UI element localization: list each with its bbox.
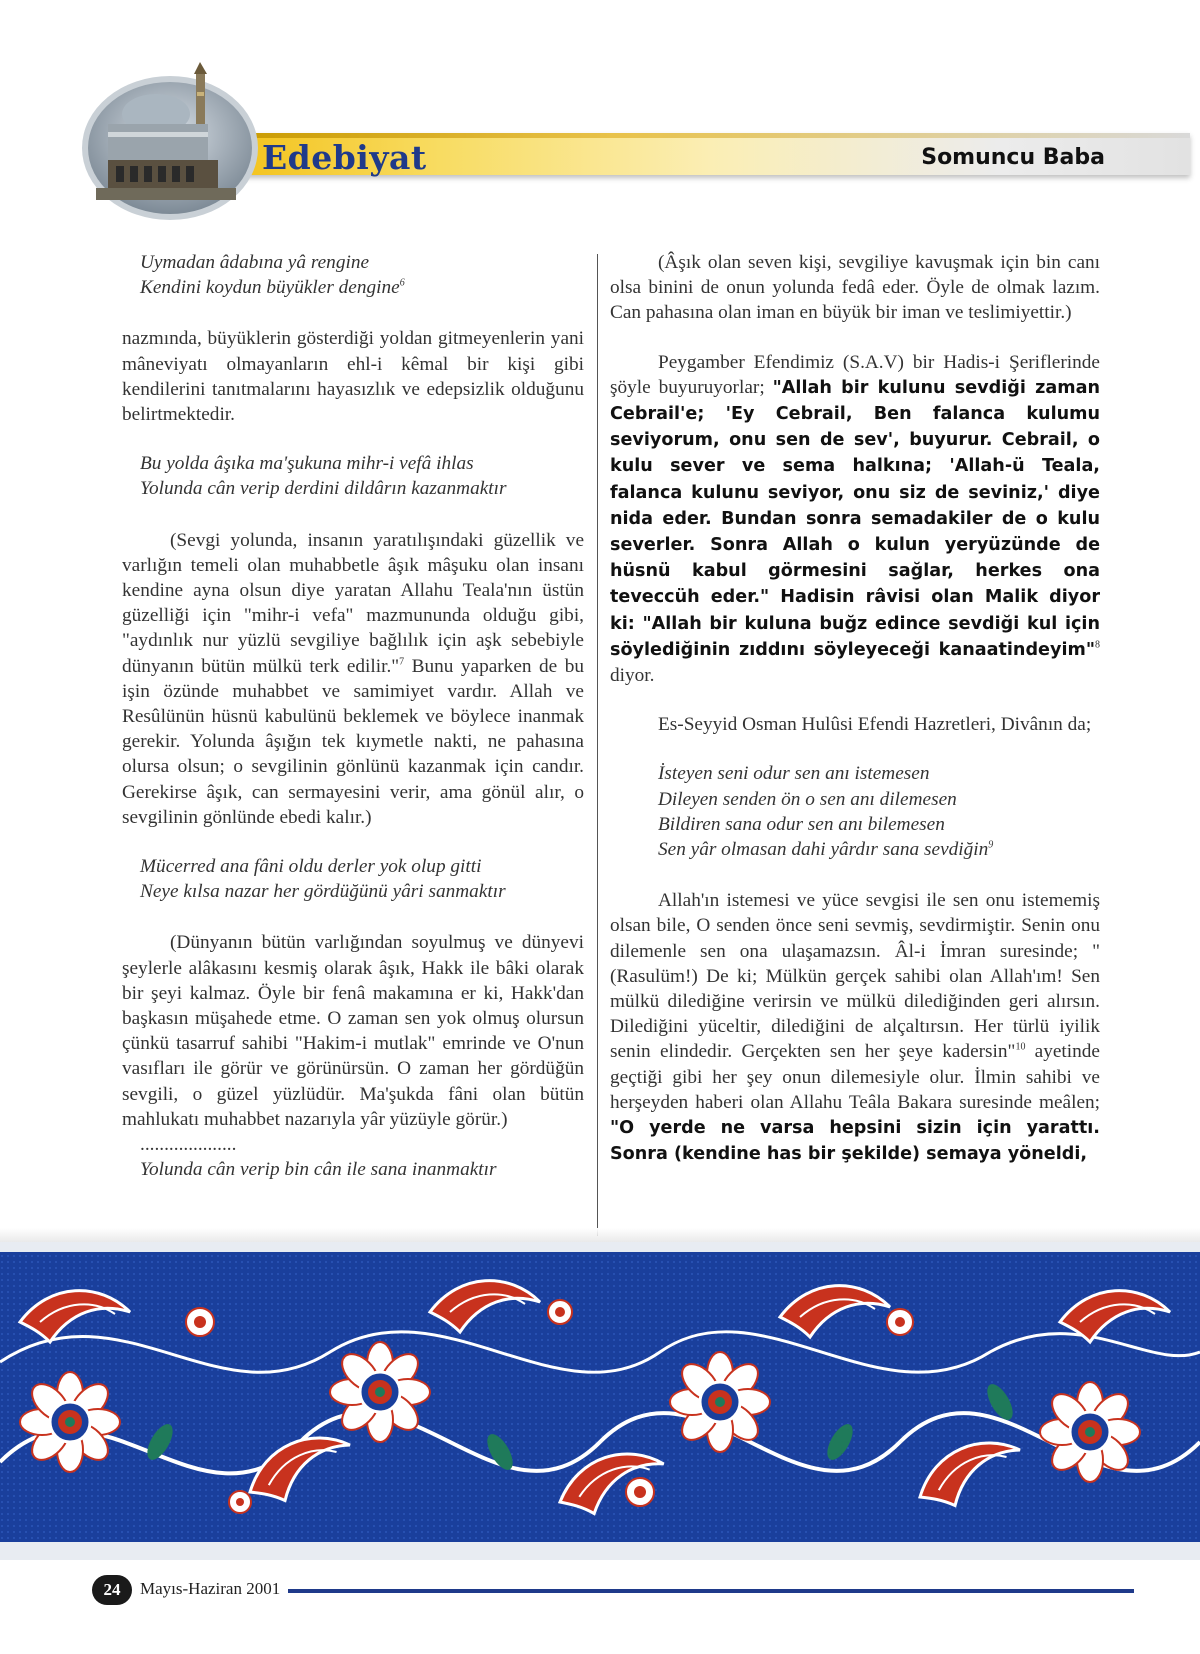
page-number: 24: [92, 1575, 132, 1605]
paragraph-text: Peygamber Efendimiz (S.A.V) bir Hadis-i Şeriflerinde şöyle buyuruyorlar;: [610, 351, 1100, 398]
paragraph: (Âşık olan seven kişi, sevgiliye kavuşmak için bin canı olsa binini de onun yolunda fedâ eder. Öyle de olmak lazım. Can pahasına olan iman en büyük bir iman ve teslimiyettir.): [610, 252, 1100, 324]
footnote-mark: 9: [988, 839, 994, 851]
verse-line: Bu yolda âşıka ma'şukuna mihr-i vefâ ihlas: [140, 453, 474, 475]
paragraph-text: ayetinde geçtiği gibi her şey onun dilemesiyle olur. İlmin sahibi ve herşeyden haberi olan Allahu Teâla Bakara suresinde meâlen;: [610, 1041, 1100, 1113]
paragraph: nazmında, büyüklerin gösterdiği yoldan gitmeyenlerin yani mâneviyatı olmayanların ehl-i kêmal bir kişi gibi kendilerini tanıtmalarını hayasızlık ve edepsizlik olduğunu belirtmektedir.: [122, 328, 584, 426]
footnote-mark: 6: [399, 277, 405, 289]
verse-line: Bildiren sana odur sen anı bilemesen: [658, 813, 945, 835]
footnote-mark: 8: [1095, 639, 1100, 651]
verse-couplet: [140, 854, 584, 904]
verse-line: Yolunda cân verip derdini dildârın kazanmaktır: [140, 478, 507, 500]
footnote-mark: 10: [1015, 1042, 1026, 1054]
verse-quatrain: [658, 761, 1100, 862]
verse-couplet: [140, 451, 584, 501]
section-title: Edebiyat: [262, 138, 427, 177]
issue-date: Mayıs-Haziran 2001: [140, 1579, 281, 1598]
verse-line: Dileyen senden ön o sen anı dilemesen: [658, 788, 957, 810]
paragraph: [610, 350, 1100, 689]
verse-line: İsteyen seni odur sen anı istemesen: [658, 763, 930, 785]
verse-couplet: [140, 250, 584, 300]
paragraph: [610, 888, 1100, 1167]
paragraph: [122, 528, 584, 830]
left-column: [122, 250, 584, 1183]
verse-line-closing: [140, 1157, 584, 1182]
column-divider: [597, 254, 598, 1236]
paragraph-text: diyor.: [610, 665, 655, 687]
verse-line: Neye kılsa nazar her gördüğünü yâri sanmaktır: [140, 881, 506, 903]
paragraph: Es-Seyyid Osman Hulûsi Efendi Hazretleri, Divânın da;: [658, 714, 1092, 736]
verse-line: Sen yâr olmasan dahi yârdır sana sevdiğin: [658, 839, 989, 861]
ellipsis-line: ....................: [140, 1134, 237, 1156]
mosque-logo: [78, 62, 268, 222]
paragraph-text: Allah'ın istemesi ve yüce sevgisi ile sen onu istememiş olsan bile, O senden önce seni sevmiş, sevdirmiştir. Senin onu dilemenle sen ona ulaşamazsın. Âl-i İmran suresinde; "(Rasulüm!) De ki; Mülkün gerçek sahibi olan Allah'ım! Sen mülkü dilediğine verirsin ve mülkü dilediğinden geri alırsın. Dilediğini yüceltir, dilediğini de alçaltırsın. Her türlü iyilik senin elindedir. Gerçekten sen her şeye kadersin": [610, 890, 1100, 1063]
verse-line: Yolunda cân verip bin cân ile sana inanmaktır: [140, 1159, 497, 1181]
verse-line: Kendini koydun büyükler dengine: [140, 277, 400, 299]
right-column: [610, 250, 1100, 1168]
paragraph-text: (Sevgi yolunda, insanın yaratılışındaki güzellik ve varlığın temeli olan muhabbetle âşık mâşuku olan insanı kendine ayna olsun diye yaratan Allahu Teala'nın üstün güzelliği için "mihr-i vefa" mazmununda olduğu gibi, "aydınlık nur yüzlü sevgiliye bağlılık için aşk sebebiyle dünyanın bütün mülkü terk edilir.": [122, 529, 584, 677]
footer-rule: [288, 1589, 1134, 1593]
verse-line: Mücerred ana fâni oldu derler yok olup gitti: [140, 856, 482, 878]
hadith-quote: "Allah bir kulunu sevdiği zaman Cebrail'e; 'Ey Cebrail, Ben falanca kulumu seviyorum, onu sen de sev', buyurur. Cebrail, o kulu sever ve sema halkına; 'Allah-ü Teala, falanca kulunu seviyor, onu siz de seviniz,' diye nida eder. Bundan sonra semadakiler de o kulu severler. Sonra Allah o kulun yeryüzünde de hüsnü kabul görmesini sağlar, herkes ona teveccüh eder." Hadisin râvisi olan Malik diyor ki: "Allah bir kuluna buğz edince sevdiği kul için söylediğinin zıddını söyleyeceği kanaatindeyim": [610, 377, 1100, 660]
verse-quote: "O yerde ne varsa hepsini sizin için yarattı. Sonra (kendine has bir şekilde) semaya yöneldi,: [610, 1118, 1100, 1165]
paragraph: (Dünyanın bütün varlığından soyulmuş ve dünyevi şeylerle alâkasını kesmiş olarak âşık, Hakk ile bâki olarak bir şeyi kalmaz. Öyle bir fenâ makamına er ki, Hakk'dan başkasın müşahede etme. O zaman sen yok olmuş olursun çünkü tasarruf sahibi "Hakim-i mutlak" emrinde ve O'nun vasıfları ile görür ve görünürsün. O zaman her gördüğün sevgili, o güzel yüzlüdür. Ma'şukda fâni olan bütün mahlukatı muhabbet nazarıyla yâr yüzüyle görür.): [122, 932, 584, 1130]
page-header: [0, 0, 1200, 220]
footnote-mark: 7: [399, 656, 405, 668]
paragraph-text: Bunu yaparken de bu işin özünde muhabbet ve samimiyet vardır. Allah ve Resûlünün hüsnü kabulünü beklemek ve böylece inanmak gerekir. Yolunda âşığın tek kıymetle nakti, ne pahasına olursa olsun; o sevgilinin gönlünü kazanmak için candır. Gerekirse âşık, can sermayesini verir, ama gönül alır, o sevgilinin gönlünde ebedi kalır.): [122, 655, 585, 828]
page-footer: [0, 1568, 1200, 1608]
verse-line: Uymadan âdabına yâ rengine: [140, 252, 370, 273]
iznik-tile-ornament: [0, 1242, 1200, 1560]
magazine-name: Somuncu Baba: [921, 145, 1105, 170]
